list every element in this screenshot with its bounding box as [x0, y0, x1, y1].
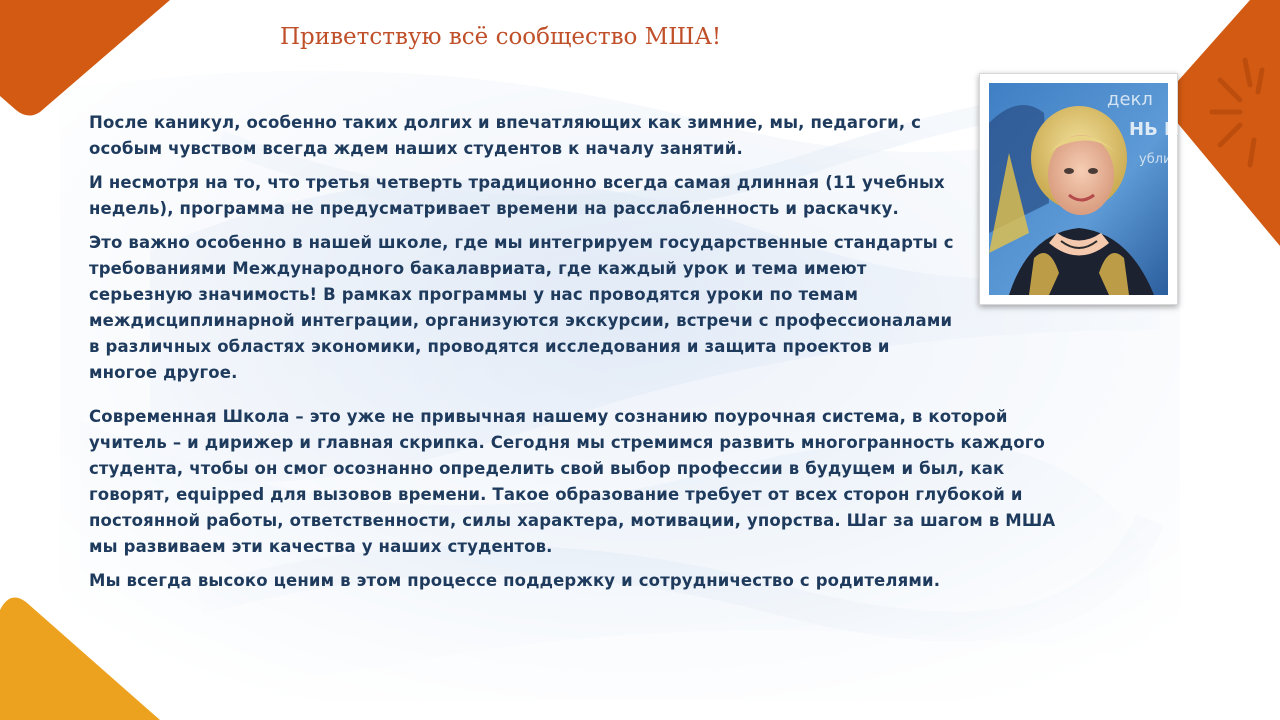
svg-text:НЬ Н: НЬ Н	[1129, 119, 1180, 140]
corner-decoration-bottom-left	[0, 590, 160, 720]
slide-title: Приветствую всё сообщество МША!	[280, 24, 722, 50]
svg-text:убли: убли	[1139, 152, 1172, 167]
portrait-photo-frame	[979, 73, 1178, 305]
portrait-photo	[989, 83, 1180, 295]
paragraph-modern-school: Современная Школа – это уже не привычная нашему сознанию поурочная система, в которой учитель – и дирижер и главная скрипка. Сегодня мы стремимся развить многогранность каждого студента, чтобы он смог осознанно определить свой выбор профессии в будущем и был, как говорят, equipped для вызовов времени. Такое образование требует от всех сторон глубокой и постоянной работы, ответственности, силы характера, мотивации, упорства. Шаг за шагом в МША мы развиваем эти качества у наших студентов.	[89, 407, 1056, 556]
message-body	[89, 110, 1064, 602]
portrait-illustration	[989, 83, 1180, 295]
paragraph-third-quarter: И несмотря на то, что третья четверть традиционно всегда самая длинная (11 учебных недель), программа не предусматривает времени на расслабленность и раскачку.	[89, 173, 945, 218]
corner-decoration-top-left	[0, 0, 175, 120]
photo-background-text: декл	[1107, 89, 1153, 110]
paragraph-intro: После каникул, особенно таких долгих и впечатляющих как зимние, мы, педагоги, с особым чувством всегда ждем наших студентов к началу занятий.	[89, 113, 922, 158]
paragraph-parents: Мы всегда высоко ценим в этом процессе поддержку и сотрудничество с родителями.	[89, 571, 941, 590]
paragraph-school-program: Это важно особенно в нашей школе, где мы интегрируем государственные стандарты с требованиями Международного бакалавриата, где каждый урок и тема имеют серьезную значимость! В рамках программы у нас проводятся уроки по темам междисциплинарной интеграции, организуются экскурсии, встречи с профессионалами в различных областях экономики, проводятся исследования и защита проектов и многое другое.	[89, 233, 954, 382]
